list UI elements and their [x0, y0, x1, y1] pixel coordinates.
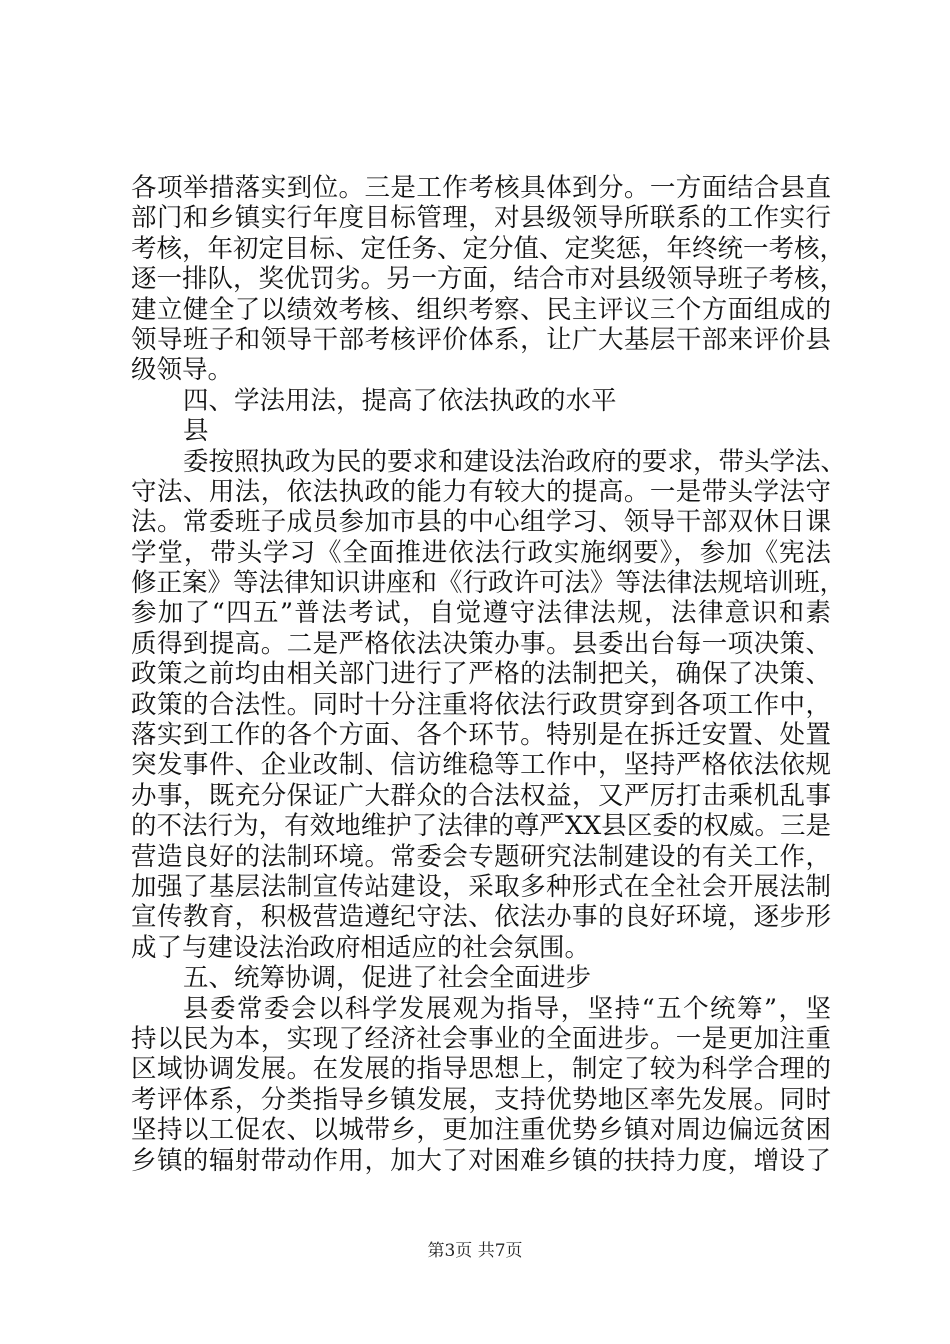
text-line: 的不法行为，有效地维护了法律的尊严XX县区委的权威。三是 — [131, 811, 831, 842]
text-line: 参加了“四五”普法考试，自觉遵守法律法规，法律意识和素 — [131, 598, 831, 629]
text-line: 四、学法用法，提高了依法执政的水平 — [183, 385, 617, 416]
text-line: 坚持以工促农、以城带乡，更加注重优势乡镇对周边偏远贫困 — [131, 1115, 831, 1146]
text-line: 各项举措落实到位。三是工作考核具体到分。一方面结合县直 — [131, 173, 831, 203]
text-line: 办事，既充分保证广大群众的合法权益，又严厉打击乘机乱事 — [131, 780, 831, 811]
text-line: 质得到提高。二是严格依法决策办事。县委出台每一项决策、 — [131, 628, 831, 659]
text-line: 考评体系，分类指导乡镇发展，支持优势地区率先发展。同时 — [131, 1084, 831, 1115]
text-line: 县委常委会以科学发展观为指导，坚持“五个统筹”，坚 — [183, 993, 831, 1024]
text-line: 加强了基层法制宣传站建设，采取多种形式在全社会开展法制 — [131, 871, 831, 902]
text-line: 修正案》等法律知识讲座和《行政许可法》等法律法规培训班， — [131, 568, 846, 599]
text-line: 成了与建设法治政府相适应的社会氛围。 — [131, 932, 591, 963]
text-line: 学堂，带头学习《全面推进依法行政实施纲要》，参加《宪法 — [131, 537, 831, 568]
text-line: 领导班子和领导干部考核评价体系，让广大基层干部来评价县 — [131, 324, 831, 355]
text-line: 守法、用法，依法执政的能力有较大的提高。一是带头学法守 — [131, 476, 831, 507]
page-footer: 第3页 共7页 — [427, 1241, 523, 1261]
text-line: 区域协调发展。在发展的指导思想上，制定了较为科学合理的 — [131, 1054, 831, 1085]
text-line: 持以民为本，实现了经济社会事业的全面进步。一是更加注重 — [131, 1023, 831, 1054]
text-line: 考核，年初定目标、定任务、定分值、定奖惩，年终统一考核， — [131, 233, 846, 264]
text-line: 营造良好的法制环境。常委会专题研究法制建设的有关工作， — [131, 841, 831, 872]
text-line: 政策之前均由相关部门进行了严格的法制把关，确保了决策、 — [131, 659, 831, 690]
text-line: 乡镇的辐射带动作用，加大了对困难乡镇的扶持力度，增设了 — [131, 1145, 831, 1176]
text-line: 政策的合法性。同时十分注重将依法行政贯穿到各项工作中， — [131, 689, 831, 720]
text-line: 宣传教育，积极营造遵纪守法、依法办事的良好环境，逐步形 — [131, 902, 831, 933]
text-line: 落实到工作的各个方面、各个环节。特别是在拆迁安置、处置 — [131, 720, 831, 751]
text-line: 级领导。 — [131, 355, 234, 386]
text-line: 突发事件、企业改制、信访维稳等工作中，坚持严格依法依规 — [131, 750, 831, 781]
text-line: 委按照执政为民的要求和建设法治政府的要求，带头学法、 — [183, 446, 847, 477]
text-line: 部门和乡镇实行年度目标管理，对县级领导所联系的工作实行 — [131, 203, 831, 234]
text-line: 县 — [183, 416, 209, 447]
text-line: 法。常委班子成员参加市县的中心组学习、领导干部双休日课 — [131, 507, 831, 538]
text-line: 逐一排队，奖优罚劣。另一方面，结合市对县级领导班子考核， — [131, 264, 846, 295]
document-body — [131, 173, 847, 1176]
text-line: 建立健全了以绩效考核、组织考察、民主评议三个方面组成的 — [131, 294, 831, 325]
text-line: 五、统筹协调，促进了社会全面进步 — [183, 963, 592, 994]
